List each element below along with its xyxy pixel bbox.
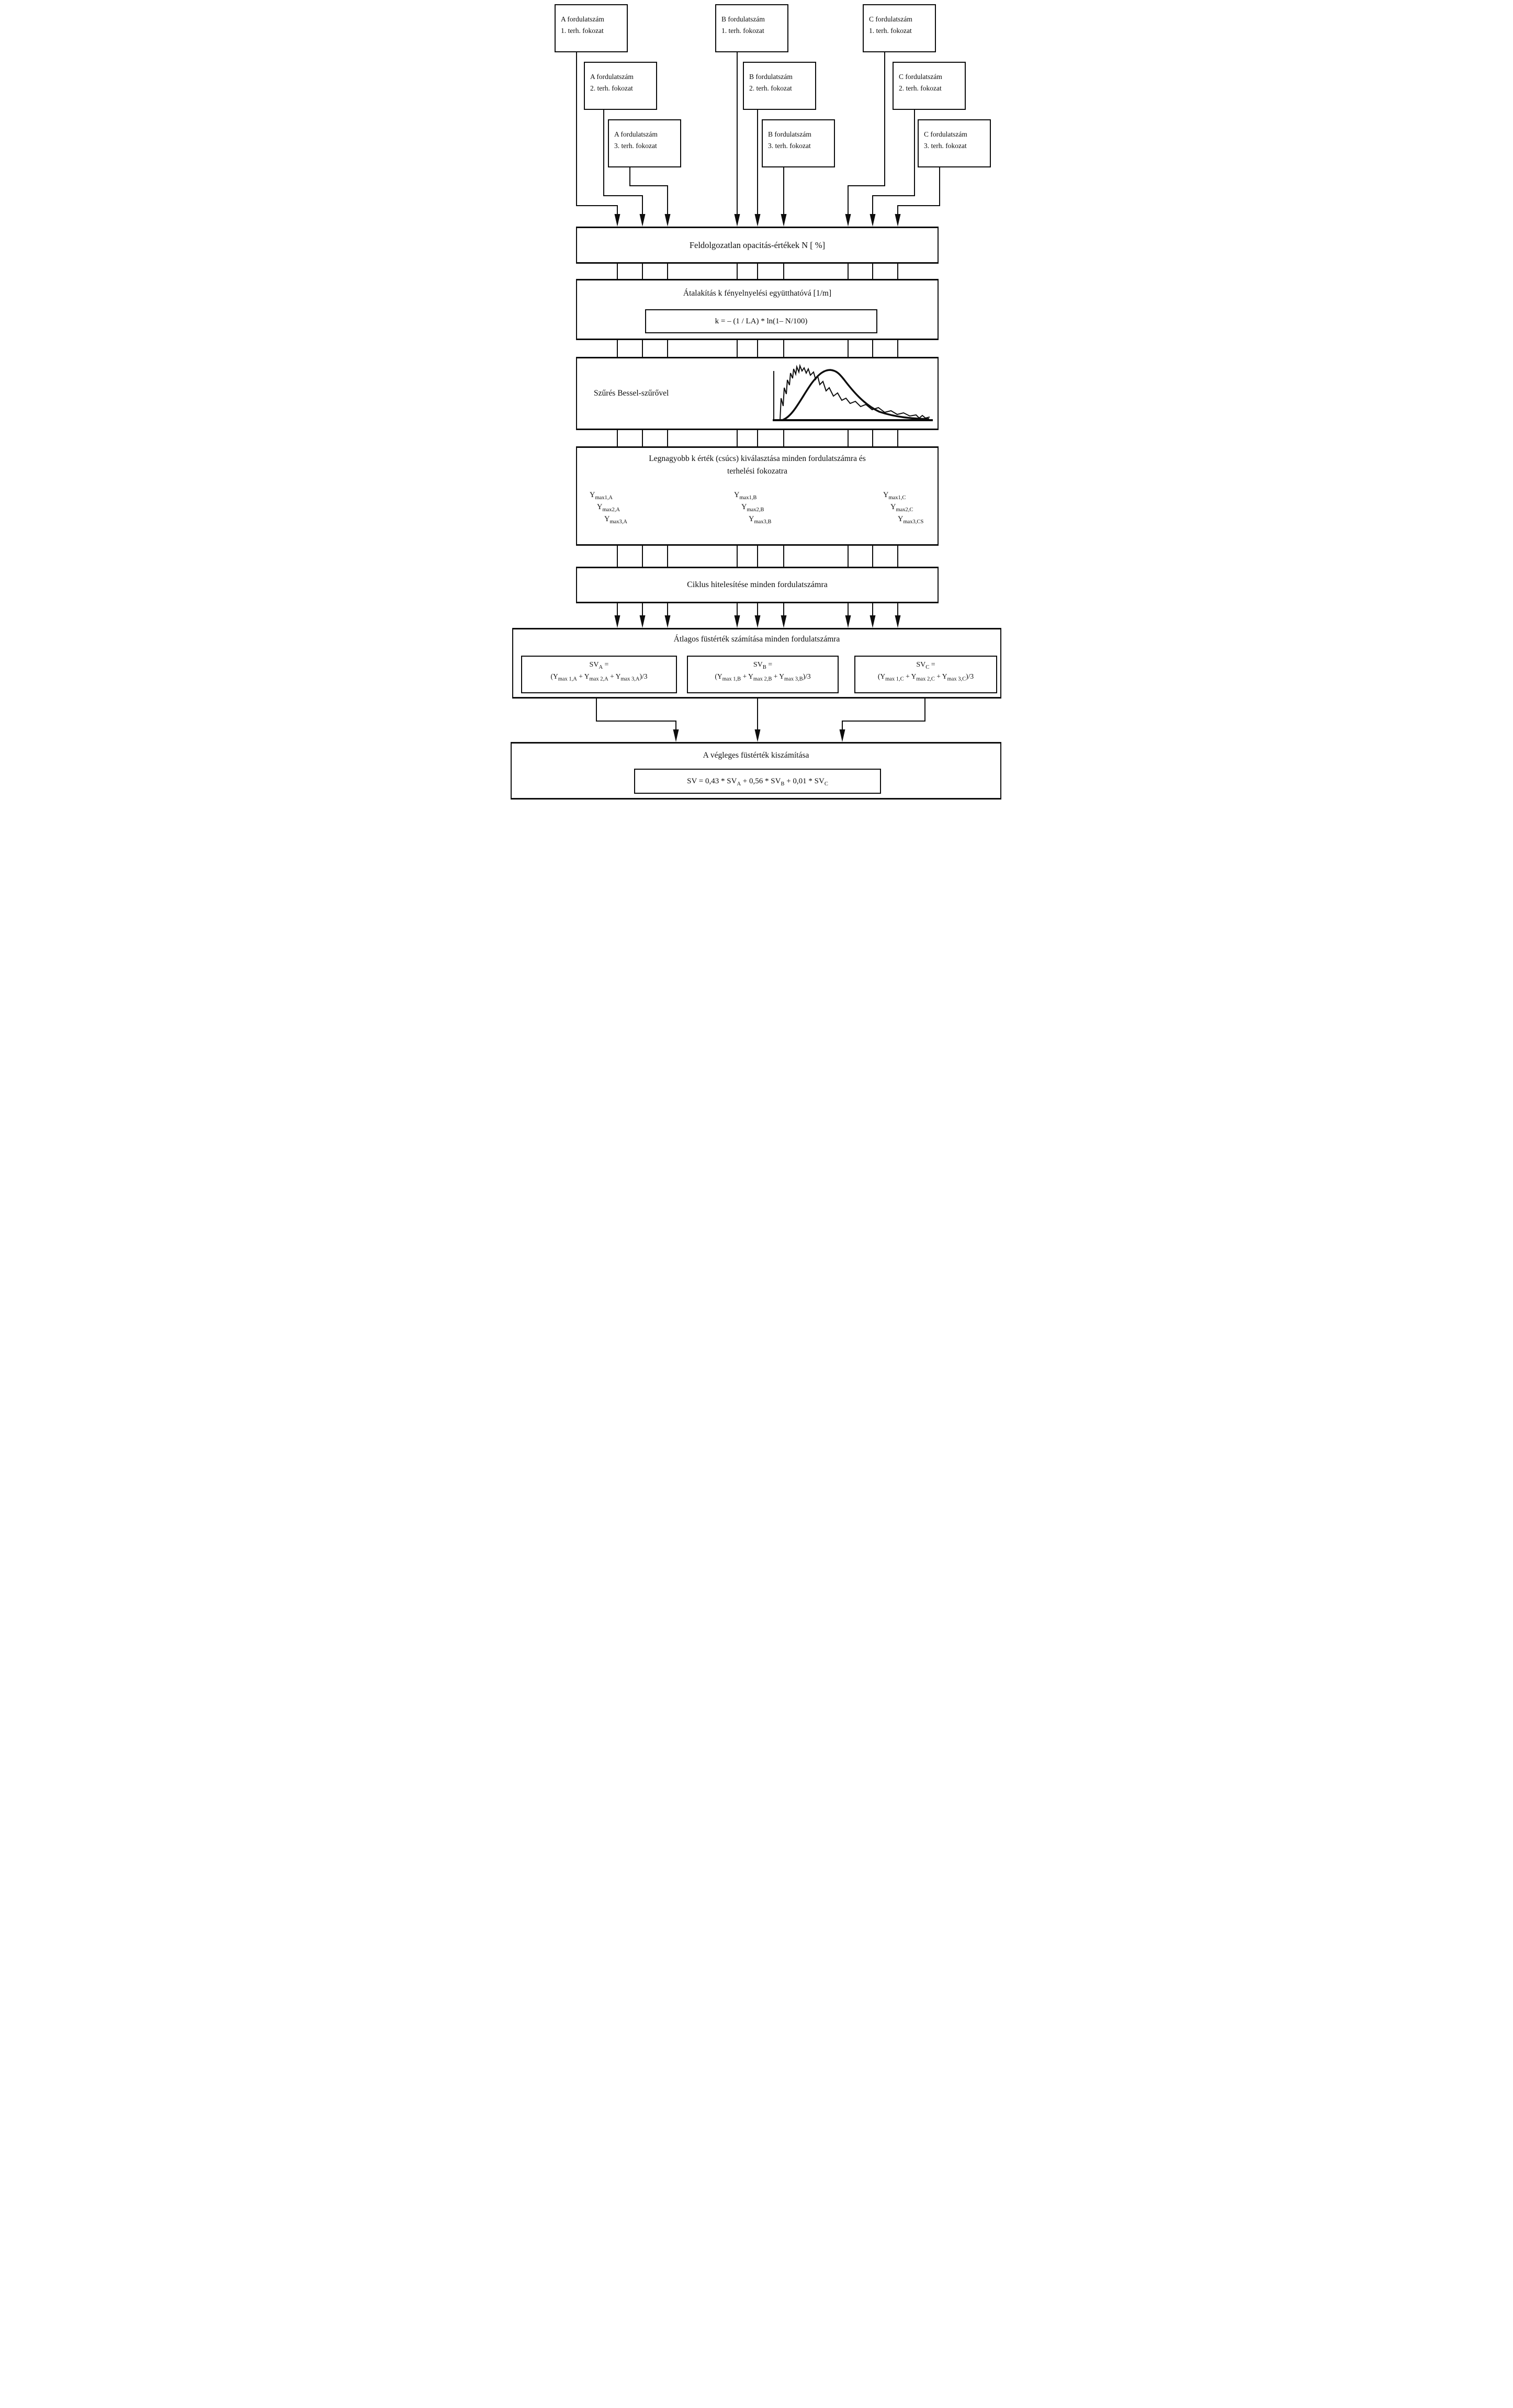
peak-value: $Y_{max3,B}$ — [749, 515, 772, 525]
flowchart-page — [504, 0, 1009, 803]
peak-value: $Y_{max3,A}$ — [604, 515, 628, 525]
source-box-label: 2. terh. fokozat — [749, 84, 792, 93]
final-title: A végleges füstérték kiszámítása — [703, 751, 809, 760]
source-box-label: 3. terh. fokozat — [924, 142, 967, 150]
source-box-label: 1. terh. fokozat — [869, 27, 912, 35]
formula-lhs: $SV_B$ = — [753, 661, 773, 670]
peak-value: $Y_{max2,C}$ — [890, 503, 913, 513]
peak-title-line2: terhelési fokozatra — [727, 467, 787, 476]
formula-rhs: $(Y_{max 1,C} + Y_{max 2,C} + Y_{max 3,C})/3$ — [877, 672, 974, 682]
source-box-label: B fordulatszám — [768, 130, 811, 138]
peak-value: $Y_{max2,A}$ — [597, 503, 620, 513]
source-box-label: C fordulatszám — [924, 130, 967, 138]
bessel-filter-label: Szűrés Bessel-szűrővel — [594, 389, 669, 398]
source-box-label: 1. terh. fokozat — [561, 27, 604, 35]
formula-lhs: $SV_A$ = — [589, 661, 609, 670]
source-box-label: 2. terh. fokozat — [590, 84, 633, 93]
connector-lines — [504, 0, 1009, 803]
source-box-label: A fordulatszám — [614, 130, 658, 138]
formula-rhs: $(Y_{max 1,A} + Y_{max 2,A} + Y_{max 3,A})/3$ — [550, 672, 648, 682]
source-box-label: A fordulatszám — [561, 15, 604, 23]
peak-title-line1: Legnagyobb k érték (csúcs) kiválasztása minden fordulatszámra és — [649, 454, 866, 463]
source-box-label: B fordulatszám — [749, 73, 793, 81]
final-formula: SV = $0,43 * SV_A + 0,56 * SV_B + 0,01 * SV_C$ — [687, 777, 828, 787]
source-box-label: 2. terh. fokozat — [899, 84, 942, 93]
formula-lhs: $SV_C$ = — [916, 661, 935, 670]
source-box-label: 3. terh. fokozat — [768, 142, 811, 150]
peak-value: $Y_{max1,C}$ — [883, 491, 906, 501]
raw-opacity-label: Feldolgozatlan opacitás-értékek N [ %] — [689, 240, 826, 250]
source-box-label: 1. terh. fokozat — [721, 27, 764, 35]
peak-value: $Y_{max1,B}$ — [734, 491, 757, 501]
source-box-label: C fordulatszám — [869, 15, 912, 23]
source-box-label: B fordulatszám — [721, 15, 765, 23]
peak-value: $Y_{max1,A}$ — [590, 491, 613, 501]
peak-value: $Y_{max2,B}$ — [741, 503, 764, 513]
source-box-label: A fordulatszám — [590, 73, 634, 81]
conversion-title: Átalakítás k fényelnyelési együtthatóvá [1/m] — [683, 289, 832, 298]
cycle-validation-label: Ciklus hitelesítése minden fordulatszámra — [687, 580, 828, 589]
average-title: Átlagos füstérték számítása minden fordulatszámra — [673, 635, 840, 644]
peak-value: $Y_{max3,CS}$ — [898, 515, 924, 525]
formula-rhs: $(Y_{max 1,B} + Y_{max 2,B} + Y_{max 3,B})/3$ — [715, 672, 811, 682]
source-box-label: 3. terh. fokozat — [614, 142, 657, 150]
conversion-formula: k = – (1 / LA) * ln(1– N/100) — [715, 317, 808, 325]
source-box-label: C fordulatszám — [899, 73, 942, 81]
